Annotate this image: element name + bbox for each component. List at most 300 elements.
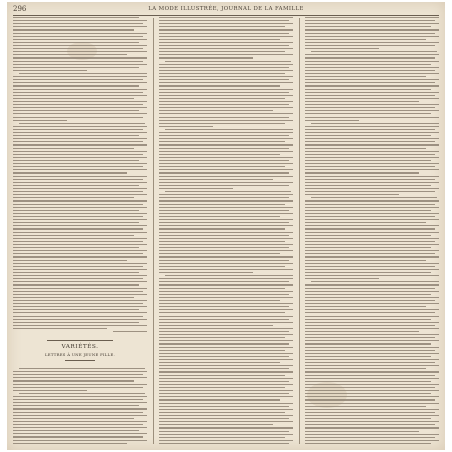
text-line bbox=[13, 120, 67, 121]
text-line bbox=[159, 353, 293, 354]
text-line bbox=[159, 281, 289, 282]
text-line bbox=[305, 319, 431, 320]
text-line bbox=[13, 29, 134, 30]
text-line bbox=[305, 241, 435, 242]
text-line bbox=[159, 362, 280, 363]
text-line bbox=[305, 61, 439, 62]
text-line bbox=[159, 371, 293, 372]
text-line bbox=[13, 380, 134, 381]
text-line bbox=[13, 160, 139, 161]
text-line bbox=[159, 291, 293, 292]
text-line bbox=[305, 381, 431, 382]
text-line bbox=[13, 144, 147, 145]
text-line bbox=[305, 36, 439, 37]
text-line bbox=[13, 408, 147, 409]
text-line bbox=[13, 194, 147, 195]
text-line bbox=[305, 89, 431, 90]
text-line bbox=[159, 107, 293, 108]
text-line bbox=[13, 213, 147, 214]
text-line bbox=[305, 356, 431, 357]
text-line bbox=[13, 232, 147, 233]
text-line bbox=[13, 430, 139, 431]
text-line bbox=[305, 263, 439, 264]
text-line bbox=[159, 70, 293, 71]
text-line bbox=[159, 278, 293, 279]
text-line bbox=[305, 200, 439, 201]
text-line bbox=[13, 23, 143, 24]
text-line bbox=[13, 371, 147, 372]
text-line bbox=[159, 73, 285, 74]
text-line bbox=[305, 284, 439, 285]
text-line bbox=[159, 17, 293, 18]
text-column-right bbox=[305, 17, 439, 445]
text-line bbox=[305, 107, 435, 108]
text-line bbox=[13, 440, 147, 441]
text-line bbox=[13, 76, 147, 77]
text-line bbox=[159, 132, 293, 133]
text-line bbox=[159, 340, 293, 341]
text-line bbox=[159, 238, 293, 239]
text-line bbox=[305, 406, 426, 407]
text-line bbox=[159, 427, 293, 428]
text-line bbox=[305, 42, 439, 43]
text-line bbox=[159, 272, 253, 273]
text-line bbox=[305, 244, 439, 245]
text-line bbox=[159, 284, 293, 285]
text-line bbox=[159, 343, 289, 344]
text-line bbox=[159, 23, 293, 24]
text-line bbox=[159, 409, 293, 410]
text-line bbox=[305, 312, 435, 313]
text-line bbox=[305, 85, 439, 86]
text-line bbox=[159, 297, 293, 298]
text-line bbox=[305, 421, 439, 422]
text-line bbox=[13, 418, 134, 419]
text-line bbox=[305, 331, 419, 332]
text-line bbox=[305, 138, 439, 139]
text-line bbox=[305, 54, 439, 55]
text-line bbox=[305, 216, 435, 217]
text-line bbox=[13, 288, 147, 289]
text-line bbox=[13, 104, 143, 105]
text-line bbox=[159, 381, 289, 382]
journal-title: LA MODE ILLUSTRÉE, JOURNAL DE LA FAMILLE bbox=[148, 6, 304, 12]
text-line bbox=[159, 194, 293, 195]
text-line bbox=[159, 39, 280, 40]
text-line bbox=[159, 197, 289, 198]
text-line bbox=[305, 396, 439, 397]
text-line bbox=[113, 331, 147, 332]
text-column-left-lower bbox=[13, 368, 147, 446]
text-line bbox=[13, 67, 139, 68]
text-line bbox=[305, 359, 439, 360]
text-line bbox=[305, 33, 435, 34]
text-line bbox=[305, 228, 435, 229]
section-heading bbox=[13, 340, 147, 366]
text-line bbox=[305, 129, 435, 130]
text-line bbox=[159, 356, 289, 357]
text-line bbox=[305, 194, 399, 195]
text-line bbox=[13, 424, 143, 425]
text-line bbox=[305, 20, 435, 21]
text-line bbox=[159, 213, 293, 214]
text-line bbox=[311, 197, 437, 198]
text-line bbox=[13, 129, 143, 130]
text-line bbox=[311, 281, 439, 282]
text-line bbox=[305, 26, 431, 27]
text-line bbox=[13, 269, 147, 270]
text-line bbox=[13, 36, 143, 37]
text-line bbox=[13, 256, 147, 257]
text-line bbox=[305, 76, 426, 77]
text-line bbox=[305, 288, 435, 289]
text-line bbox=[13, 300, 147, 301]
text-line bbox=[305, 418, 431, 419]
text-line bbox=[13, 210, 139, 211]
text-line bbox=[305, 166, 435, 167]
text-line bbox=[305, 375, 435, 376]
text-line bbox=[305, 57, 435, 58]
text-line bbox=[13, 107, 147, 108]
text-line bbox=[305, 73, 439, 74]
text-line bbox=[305, 350, 435, 351]
text-line bbox=[305, 403, 439, 404]
column-divider bbox=[299, 18, 300, 444]
text-line bbox=[159, 309, 293, 310]
text-line bbox=[159, 241, 285, 242]
text-line bbox=[159, 113, 293, 114]
text-line bbox=[13, 312, 147, 313]
text-line bbox=[159, 179, 273, 180]
text-line bbox=[305, 176, 439, 177]
text-line bbox=[305, 440, 439, 441]
section-title: VARIÉTÉS. bbox=[61, 344, 99, 350]
text-line bbox=[19, 368, 145, 369]
text-line bbox=[305, 225, 439, 226]
text-line bbox=[305, 157, 439, 158]
text-line bbox=[13, 284, 139, 285]
text-line bbox=[13, 377, 147, 378]
text-line bbox=[159, 378, 293, 379]
text-line bbox=[305, 322, 439, 323]
text-line bbox=[305, 362, 435, 363]
text-line bbox=[305, 269, 439, 270]
text-line bbox=[13, 238, 147, 239]
text-line bbox=[13, 33, 147, 34]
text-line bbox=[305, 67, 439, 68]
text-line bbox=[305, 95, 435, 96]
text-line bbox=[159, 263, 293, 264]
text-line bbox=[13, 169, 147, 170]
text-line bbox=[159, 325, 273, 326]
text-line bbox=[159, 393, 289, 394]
text-line bbox=[305, 434, 439, 435]
text-line bbox=[159, 126, 213, 127]
text-line bbox=[159, 443, 289, 444]
text-line bbox=[305, 371, 439, 372]
text-line bbox=[159, 182, 293, 183]
text-line bbox=[159, 210, 289, 211]
text-line bbox=[305, 353, 439, 354]
text-line bbox=[13, 316, 143, 317]
text-line bbox=[305, 378, 439, 379]
newspaper-page bbox=[7, 2, 445, 450]
text-line bbox=[13, 433, 147, 434]
text-line bbox=[13, 387, 143, 388]
text-line bbox=[305, 210, 431, 211]
text-line bbox=[305, 309, 439, 310]
text-line bbox=[13, 113, 147, 114]
text-line bbox=[305, 151, 439, 152]
text-line bbox=[159, 64, 293, 65]
text-line bbox=[13, 151, 147, 152]
text-line bbox=[13, 405, 139, 406]
page-number: 296 bbox=[13, 5, 27, 13]
text-line bbox=[159, 260, 289, 261]
text-line bbox=[165, 275, 293, 276]
text-line bbox=[13, 294, 147, 295]
text-line bbox=[159, 135, 289, 136]
text-line bbox=[305, 222, 426, 223]
text-line bbox=[13, 278, 143, 279]
text-column-middle bbox=[159, 17, 293, 445]
text-line bbox=[311, 51, 437, 52]
text-line bbox=[305, 172, 419, 173]
text-line bbox=[13, 396, 147, 397]
text-line bbox=[13, 166, 143, 167]
text-line bbox=[13, 154, 143, 155]
text-line bbox=[159, 163, 293, 164]
text-line bbox=[159, 403, 293, 404]
text-line bbox=[305, 393, 431, 394]
text-line bbox=[159, 300, 280, 301]
text-line bbox=[13, 225, 147, 226]
text-line bbox=[305, 340, 439, 341]
text-line bbox=[159, 306, 289, 307]
text-line bbox=[159, 185, 289, 186]
text-line bbox=[13, 328, 107, 329]
text-line bbox=[13, 82, 147, 83]
text-line bbox=[13, 85, 139, 86]
text-line bbox=[13, 235, 134, 236]
text-line bbox=[305, 431, 419, 432]
text-line bbox=[165, 61, 291, 62]
text-line bbox=[305, 117, 439, 118]
text-line bbox=[305, 29, 439, 30]
text-line bbox=[13, 197, 134, 198]
text-line bbox=[13, 241, 143, 242]
text-line bbox=[159, 45, 289, 46]
text-line bbox=[305, 163, 439, 164]
text-line bbox=[13, 297, 134, 298]
text-line bbox=[159, 415, 293, 416]
text-line bbox=[13, 98, 134, 99]
text-line bbox=[159, 51, 285, 52]
text-line bbox=[159, 67, 289, 68]
text-line bbox=[159, 89, 293, 90]
text-line bbox=[13, 179, 143, 180]
text-line bbox=[305, 272, 431, 273]
text-line bbox=[159, 54, 293, 55]
text-line bbox=[159, 390, 293, 391]
text-line bbox=[305, 384, 439, 385]
text-line bbox=[13, 110, 139, 111]
text-line bbox=[159, 57, 253, 58]
text-line bbox=[13, 303, 143, 304]
text-line bbox=[13, 250, 147, 251]
text-line bbox=[13, 207, 147, 208]
text-line bbox=[305, 337, 435, 338]
text-line bbox=[13, 216, 143, 217]
text-line bbox=[159, 303, 293, 304]
text-line bbox=[13, 200, 147, 201]
text-line bbox=[159, 222, 289, 223]
text-line bbox=[13, 61, 143, 62]
text-line bbox=[13, 57, 147, 58]
text-line bbox=[13, 272, 139, 273]
text-line bbox=[159, 219, 293, 220]
text-line bbox=[305, 126, 439, 127]
text-line bbox=[159, 396, 293, 397]
text-line bbox=[305, 365, 439, 366]
text-line bbox=[13, 436, 143, 437]
text-line bbox=[13, 163, 147, 164]
text-line bbox=[13, 322, 139, 323]
text-line bbox=[159, 148, 289, 149]
page-header bbox=[13, 5, 439, 14]
text-line bbox=[159, 365, 293, 366]
header-rule bbox=[13, 15, 439, 16]
text-line bbox=[159, 424, 273, 425]
text-line bbox=[13, 309, 139, 310]
text-line bbox=[13, 70, 87, 71]
text-line bbox=[159, 157, 293, 158]
text-line bbox=[13, 39, 147, 40]
text-line bbox=[159, 328, 293, 329]
text-line bbox=[159, 418, 289, 419]
text-line bbox=[159, 166, 285, 167]
text-line bbox=[13, 182, 147, 183]
text-line bbox=[159, 331, 289, 332]
text-line bbox=[159, 26, 285, 27]
text-line bbox=[305, 17, 439, 18]
text-column-left bbox=[13, 17, 147, 337]
text-line bbox=[159, 288, 285, 289]
text-line bbox=[13, 390, 87, 391]
text-line bbox=[305, 399, 435, 400]
text-line bbox=[159, 120, 293, 121]
text-line bbox=[13, 48, 143, 49]
text-line bbox=[305, 113, 431, 114]
text-line bbox=[305, 101, 419, 102]
text-line bbox=[159, 104, 289, 105]
text-line bbox=[13, 319, 147, 320]
text-line bbox=[305, 23, 439, 24]
text-line bbox=[13, 101, 147, 102]
text-line bbox=[13, 384, 147, 385]
text-line bbox=[159, 216, 280, 217]
text-line bbox=[13, 51, 147, 52]
text-line bbox=[159, 334, 293, 335]
text-line bbox=[159, 117, 289, 118]
section-subtitle: LETTRES À UNE JEUNE FILLE. bbox=[44, 352, 116, 357]
text-line bbox=[159, 141, 285, 142]
text-line bbox=[305, 297, 439, 298]
text-line bbox=[305, 160, 431, 161]
text-line bbox=[159, 48, 293, 49]
text-line bbox=[13, 421, 147, 422]
text-line bbox=[159, 144, 293, 145]
text-line bbox=[13, 427, 147, 428]
text-line bbox=[305, 266, 435, 267]
text-line bbox=[159, 266, 285, 267]
text-line bbox=[159, 253, 280, 254]
text-line bbox=[305, 79, 439, 80]
text-line bbox=[13, 412, 143, 413]
text-line bbox=[165, 191, 291, 192]
text-line bbox=[13, 20, 147, 21]
text-line bbox=[159, 387, 285, 388]
text-line bbox=[305, 325, 435, 326]
text-line bbox=[305, 247, 431, 248]
text-line bbox=[159, 20, 289, 21]
text-line bbox=[305, 347, 439, 348]
text-line bbox=[305, 238, 439, 239]
text-line bbox=[305, 154, 435, 155]
text-line bbox=[305, 148, 426, 149]
text-line bbox=[13, 244, 147, 245]
text-line bbox=[305, 182, 439, 183]
text-line bbox=[305, 48, 379, 49]
text-line bbox=[305, 409, 439, 410]
text-line bbox=[13, 219, 147, 220]
text-line bbox=[159, 247, 289, 248]
text-line bbox=[305, 232, 439, 233]
text-line bbox=[305, 235, 431, 236]
text-line bbox=[13, 138, 147, 139]
text-line bbox=[19, 393, 145, 394]
text-line bbox=[159, 350, 285, 351]
text-line bbox=[13, 263, 147, 264]
text-line bbox=[13, 64, 147, 65]
text-line bbox=[305, 427, 439, 428]
text-line bbox=[159, 123, 285, 124]
text-line bbox=[159, 33, 289, 34]
text-line bbox=[159, 169, 293, 170]
text-line bbox=[159, 188, 233, 189]
text-line bbox=[159, 244, 293, 245]
text-line bbox=[13, 191, 143, 192]
text-line bbox=[13, 135, 139, 136]
text-line bbox=[159, 225, 293, 226]
text-line bbox=[305, 185, 431, 186]
text-line bbox=[305, 213, 439, 214]
text-line bbox=[305, 291, 439, 292]
text-line bbox=[159, 431, 289, 432]
text-line bbox=[13, 89, 147, 90]
text-line bbox=[19, 123, 145, 124]
text-line bbox=[305, 300, 435, 301]
text-line bbox=[159, 434, 293, 435]
text-line bbox=[159, 406, 289, 407]
text-line bbox=[305, 294, 431, 295]
text-line bbox=[305, 141, 435, 142]
text-line bbox=[159, 312, 285, 313]
text-line bbox=[159, 200, 293, 201]
text-line bbox=[159, 399, 280, 400]
text-line bbox=[13, 275, 147, 276]
text-line bbox=[159, 160, 289, 161]
